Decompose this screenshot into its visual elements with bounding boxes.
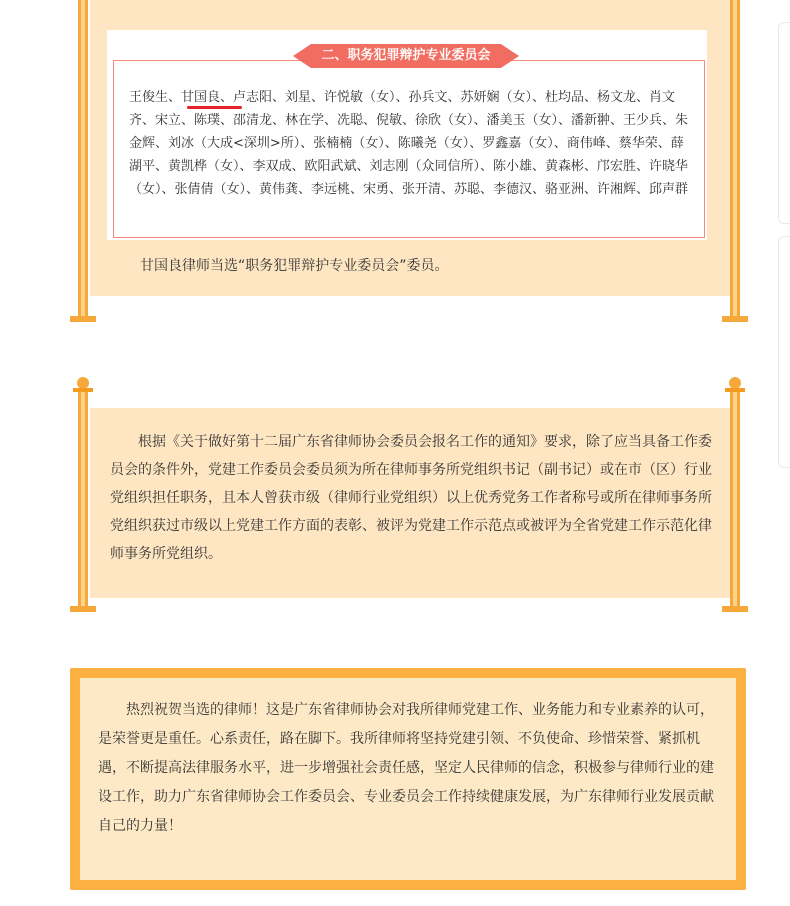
scroll-post-left-1 <box>78 0 88 318</box>
scroll-base-right-1 <box>722 316 748 322</box>
highlight-underline <box>187 106 242 109</box>
scroll-post-right-2 <box>730 392 740 608</box>
committee-header: 二、职务犯罪辩护专业委员会 <box>321 48 491 63</box>
scroll-post-right-1 <box>730 0 740 318</box>
scroll-base-left-2 <box>70 606 96 612</box>
side-tab-upper <box>778 22 790 224</box>
scroll-post-left-2 <box>78 392 88 608</box>
committee-list-image <box>107 30 707 240</box>
congratulations-paragraph: 热烈祝贺当选的律师！这是广东省律师协会对我所律师党建工作、业务能力和专业素养的认可，是荣誉更是重任。心系责任，路在脚下。我所律师将坚持党建引领、不负使命、珍惜荣誉、紧抓机遇，不断提高法律服务水平，进一步增强社会责任感，坚定人民律师的信念，积极参与律师行业的建设工作，助力广东省律师协会工作委员会、专业委员会工作持续健康发展，为广东律师行业发展贡献自己的力量！ <box>98 702 714 834</box>
scroll-base-right-2 <box>722 606 748 612</box>
side-tab-lower <box>778 236 790 468</box>
committee-members-list: 王俊生、甘国良、卢志阳、刘星、许悦敏（女）、孙兵文、苏妍娴（女）、杜均品、杨文龙、肖文齐、宋立、陈璞、邵清龙、林在学、冼聪、倪敏、徐欣（女）、潘美玉（女）、潘新翀、王少兵、朱金辉、刘冰（大成<深圳>所）、张楠楠（女）、陈曦尧（女）、罗鑫嘉（女）、商伟峰、蔡华荣、薛湖平、黄凯桦（女）、李双成、欧阳武斌、刘志刚（众同信所）、陈小雄、黄森彬、邝宏胜、许晓华（女）、张倩倩（女）、黄伟龚、李远桃、宋勇、张开清、苏聪、李德汉、骆亚洲、许湘辉、邱声群 <box>129 90 689 197</box>
scroll-base-left-1 <box>70 316 96 322</box>
requirements-paragraph: 根据《关于做好第十二届广东省律师协会委员会报名工作的通知》要求，除了应当具备工作委员会的条件外，党建工作委员会委员须为所在律师事务所党组织书记（副书记）或在市（区）行业党组织担任职务，且本人曾获市级（律师行业党组织）以上优秀党务工作者称号或所在律师事务所党组织获过市级以上党建工作方面的表彰、被评为党建工作示范点或被评为全省党建工作示范化律师事务所党组织。 <box>110 434 712 562</box>
election-caption: 甘国良律师当选“职务犯罪辩护专业委员会”委员。 <box>140 258 449 274</box>
